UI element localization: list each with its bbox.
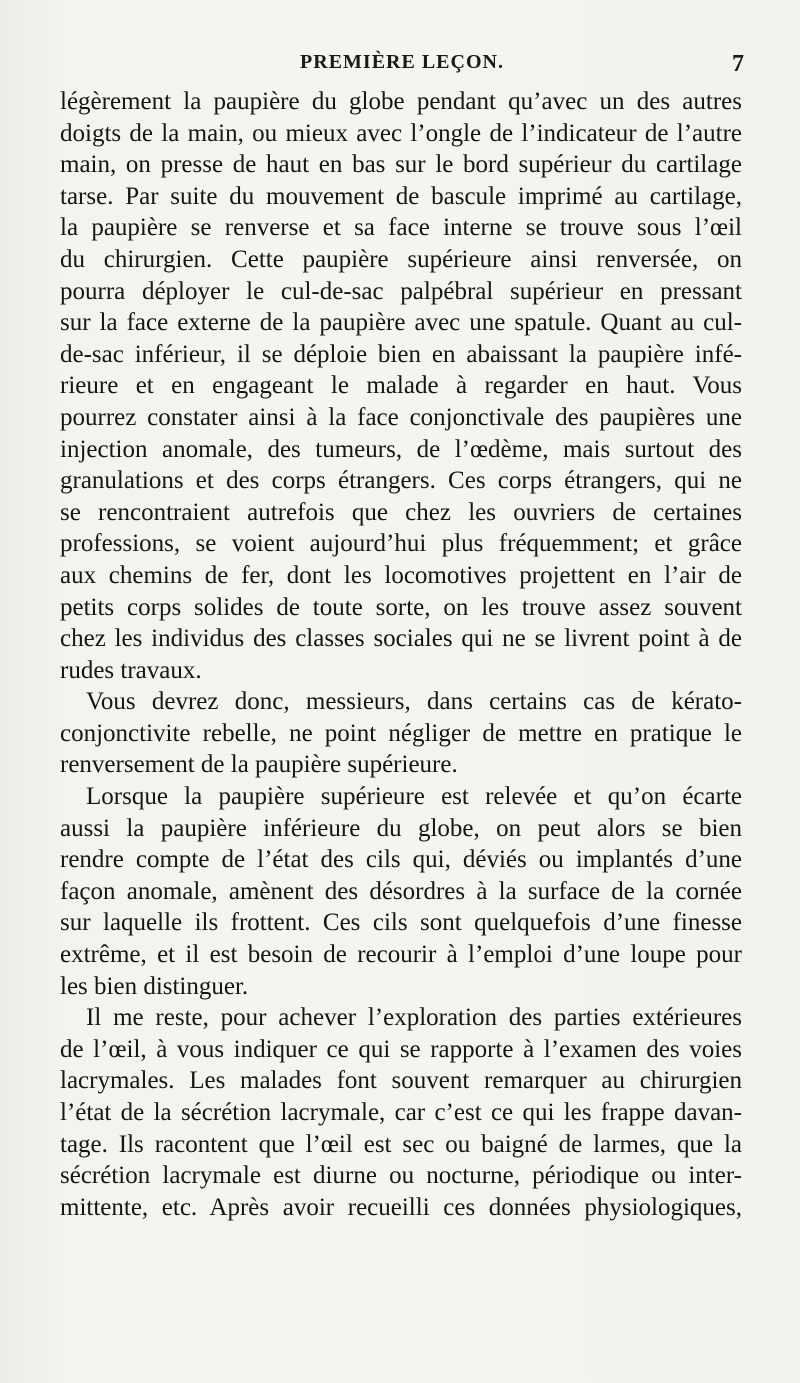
text-line: rudes travaux. <box>60 656 202 684</box>
text-line: de-sac inférieur, il se déploie bien en abaissant la paupière infé- <box>60 340 742 368</box>
text-line: lacrymales. Les malades font souvent remarquer au chirurgien <box>60 1067 742 1095</box>
text-line: injection anomale, des tumeurs, de l’œdème, mais surtout des <box>60 435 742 463</box>
text-line: Il me reste, pour achever l’exploration des parties extérieures <box>86 1004 742 1032</box>
text-line: rendre compte de l’état des cils qui, déviés ou implantés d’une <box>60 846 742 874</box>
text-line: professions, se voient aujourd’hui plus fréquemment; et grâce <box>60 530 742 558</box>
text-line: se rencontraient autrefois que chez les ouvriers de certaines <box>60 498 742 526</box>
text-line: sur la face externe de la paupière avec une spatule. Quant au cul- <box>60 309 742 337</box>
text-line: granulations et des corps étrangers. Ces corps étrangers, qui ne <box>60 467 742 495</box>
running-head: PREMIÈRE LEÇON. <box>300 51 504 73</box>
text-line: la paupière se renverse et sa face interne se trouve sous l’œil <box>60 214 742 242</box>
page-number: 7 <box>732 51 744 77</box>
text-line: façon anomale, amènent des désordres à la surface de la cornée <box>60 877 742 905</box>
text-line: tarse. Par suite du mouvement de bascule imprimé au cartilage, <box>60 182 742 210</box>
text-line: pourra déployer le cul-de-sac palpébral supérieur en pressant <box>60 277 742 305</box>
text-line: aussi la paupière inférieure du globe, on peut alors se bien <box>60 814 742 842</box>
text-line: renversement de la paupière supérieure. <box>60 751 458 779</box>
text-line: tage. Ils racontent que l’œil est sec ou baigné de larmes, que la <box>60 1130 742 1158</box>
text-line: aux chemins de fer, dont les locomotives projettent en l’air de <box>60 561 742 589</box>
text-line: les bien distinguer. <box>60 972 249 1000</box>
text-line: pourrez constater ainsi à la face conjonctivale des paupières une <box>60 403 742 431</box>
text-line: sur laquelle ils frottent. Ces cils sont quelquefois d’une finesse <box>60 909 742 937</box>
text-line: petits corps solides de toute sorte, on les trouve assez souvent <box>60 593 742 621</box>
text-line: Lorsque la paupière supérieure est relevée et qu’on écarte <box>86 783 742 811</box>
text-line: chez les individus des classes sociales qui ne se livrent point à de <box>60 625 742 653</box>
text-line: doigts de la main, ou mieux avec l’ongle de l’indicateur de l’autre <box>60 119 742 147</box>
text-line: sécrétion lacrymale est diurne ou nocturne, périodique ou inter- <box>60 1162 742 1190</box>
text-line: de l’œil, à vous indiquer ce qui se rapporte à l’examen des voies <box>60 1035 742 1063</box>
text-line: mittente, etc. Après avoir recueilli ces données physiologiques, <box>60 1193 742 1221</box>
text-line: main, on presse de haut en bas sur le bord supérieur du cartilage <box>60 151 742 179</box>
text-line: conjonctivite rebelle, ne point négliger de mettre en pratique le <box>60 719 742 747</box>
text-line: Vous devrez donc, messieurs, dans certains cas de kérato- <box>86 688 742 716</box>
text-line: légèrement la paupière du globe pendant qu’avec un des autres <box>60 88 742 115</box>
text-line: du chirurgien. Cette paupière supérieure ainsi renversée, on <box>60 245 742 273</box>
page-header <box>60 51 744 81</box>
text-line: rieure et en engageant le malade à regarder en haut. Vous <box>60 372 742 400</box>
text-line: extrême, et il est besoin de recourir à l’emploi d’une loupe pour <box>60 941 742 969</box>
body-text <box>60 86 742 1223</box>
text-line: l’état de la sécrétion lacrymale, car c’est ce qui les frappe davan- <box>60 1099 742 1126</box>
